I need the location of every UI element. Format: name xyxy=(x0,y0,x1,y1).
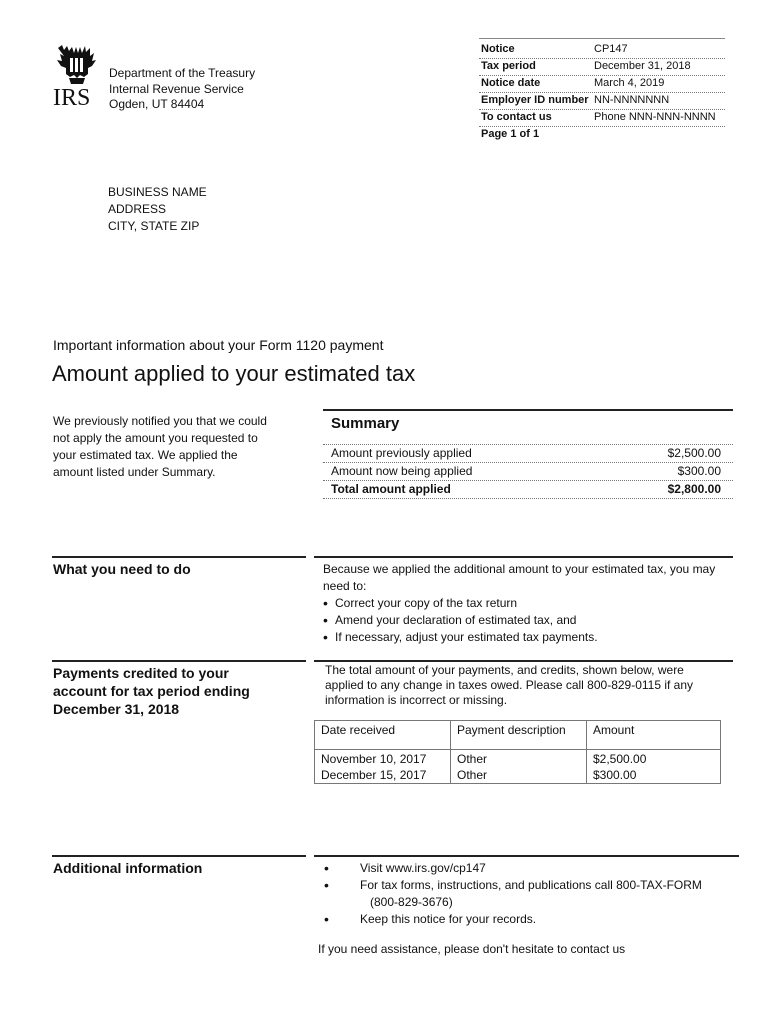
agency-line: Ogden, UT 84404 xyxy=(109,97,205,111)
list-item xyxy=(318,877,738,911)
what-to-do-text: Because we applied the additional amount to your estimated tax, you may need to: xyxy=(323,562,716,593)
list-item: • Amend your declaration of estimated tax, and xyxy=(323,612,723,629)
section-divider xyxy=(314,855,739,857)
summary-label: Amount now being applied xyxy=(331,464,473,478)
notice-date-value: March 4, 2019 xyxy=(594,77,665,89)
tax-period-label: Tax period xyxy=(481,60,536,72)
summary-row-total xyxy=(323,480,733,499)
table-cell: Other xyxy=(451,750,587,768)
recipient-line: CITY, STATE ZIP xyxy=(108,219,200,233)
table-cell: $2,500.00 xyxy=(587,750,721,768)
column-header: Payment description xyxy=(451,721,587,750)
notice-title: Amount applied to your estimated tax xyxy=(52,361,416,386)
notice-value: CP147 xyxy=(594,43,628,55)
employer-id-row xyxy=(479,93,725,110)
summary-value: $2,800.00 xyxy=(667,482,721,496)
table-cell: Other xyxy=(451,767,587,784)
employer-id-label: Employer ID number xyxy=(481,94,589,106)
list-item: • Keep this notice for your records. xyxy=(318,911,738,928)
table-cell: $300.00 xyxy=(587,767,721,784)
table-cell: November 10, 2017 xyxy=(315,750,451,768)
contact-label: To contact us xyxy=(481,111,552,123)
payments-heading: Payments credited to your account for tax period ending December 31, 2018 xyxy=(53,665,250,717)
notice-info-box xyxy=(479,38,725,143)
contact-row xyxy=(479,110,725,127)
notice-date-row xyxy=(479,76,725,93)
summary-value: $2,500.00 xyxy=(667,446,721,460)
irs-logo-text: IRS xyxy=(53,85,91,108)
summary-row-previous xyxy=(323,444,733,462)
column-header: Date received xyxy=(315,721,451,750)
section-divider xyxy=(52,556,306,558)
section-divider xyxy=(52,855,306,857)
contact-value: Phone NNN-NNN-NNNN xyxy=(594,111,716,123)
notice-label: Notice xyxy=(481,43,515,55)
table-cell: December 15, 2017 xyxy=(315,767,451,784)
agency-address xyxy=(109,66,255,113)
section-divider xyxy=(314,660,733,662)
agency-line: Internal Revenue Service xyxy=(109,81,244,96)
tax-period-row xyxy=(479,59,725,76)
page-number: Page 1 of 1 xyxy=(481,128,540,140)
assistance-footer: If you need assistance, please don't hesitate to contact us xyxy=(318,942,626,956)
list-item-text: • For tax forms, instructions, and publications call 800-TAX-FORM xyxy=(360,878,702,892)
column-header: Amount xyxy=(587,721,721,750)
additional-info-section xyxy=(318,860,738,928)
summary-label: Amount previously applied xyxy=(331,446,472,460)
list-item: • If necessary, adjust your estimated tax payments. xyxy=(323,629,723,646)
payments-table xyxy=(314,720,721,784)
irs-logo xyxy=(52,44,102,108)
table-header-row xyxy=(315,721,721,750)
additional-info-heading: Additional information xyxy=(53,860,203,876)
payments-text: The total amount of your payments, and credits, shown below, were applied to any change in taxes owed. Please call 800-829-0115 if any information is incorrect or missing. xyxy=(325,663,694,707)
notice-subtitle: Important information about your Form 1120 payment xyxy=(53,337,384,353)
tax-period-value: December 31, 2018 xyxy=(594,60,691,72)
list-item: • Correct your copy of the tax return xyxy=(323,595,723,612)
page-number-row xyxy=(479,127,725,143)
what-to-do-section xyxy=(323,561,723,646)
section-divider xyxy=(52,660,306,662)
table-row xyxy=(315,750,721,768)
recipient-line: ADDRESS xyxy=(108,202,167,216)
intro-paragraph: We previously notified you that we could not apply the amount you requested to your estimated tax. We applied the amount listed under Summary. xyxy=(53,414,267,479)
summary-heading: Summary xyxy=(331,415,400,432)
list-item-continuation: (800-829-3676) xyxy=(370,895,453,909)
notice-row xyxy=(479,42,725,59)
additional-info-list xyxy=(318,860,738,928)
what-to-do-list xyxy=(323,595,723,646)
what-to-do-heading: What you need to do xyxy=(53,561,191,577)
list-item: • Visit www.irs.gov/cp147 xyxy=(318,860,738,877)
summary-label: Total amount applied xyxy=(331,482,451,496)
summary-box xyxy=(323,409,733,499)
employer-id-value: NN-NNNNNNN xyxy=(594,94,670,106)
section-divider xyxy=(314,556,733,558)
summary-value: $300.00 xyxy=(677,464,721,478)
recipient-address xyxy=(108,184,207,235)
summary-row-now xyxy=(323,462,733,480)
recipient-line: BUSINESS NAME xyxy=(108,185,207,199)
notice-date-label: Notice date xyxy=(481,77,541,89)
agency-line: Department of the Treasury xyxy=(109,66,256,80)
table-row xyxy=(315,767,721,784)
